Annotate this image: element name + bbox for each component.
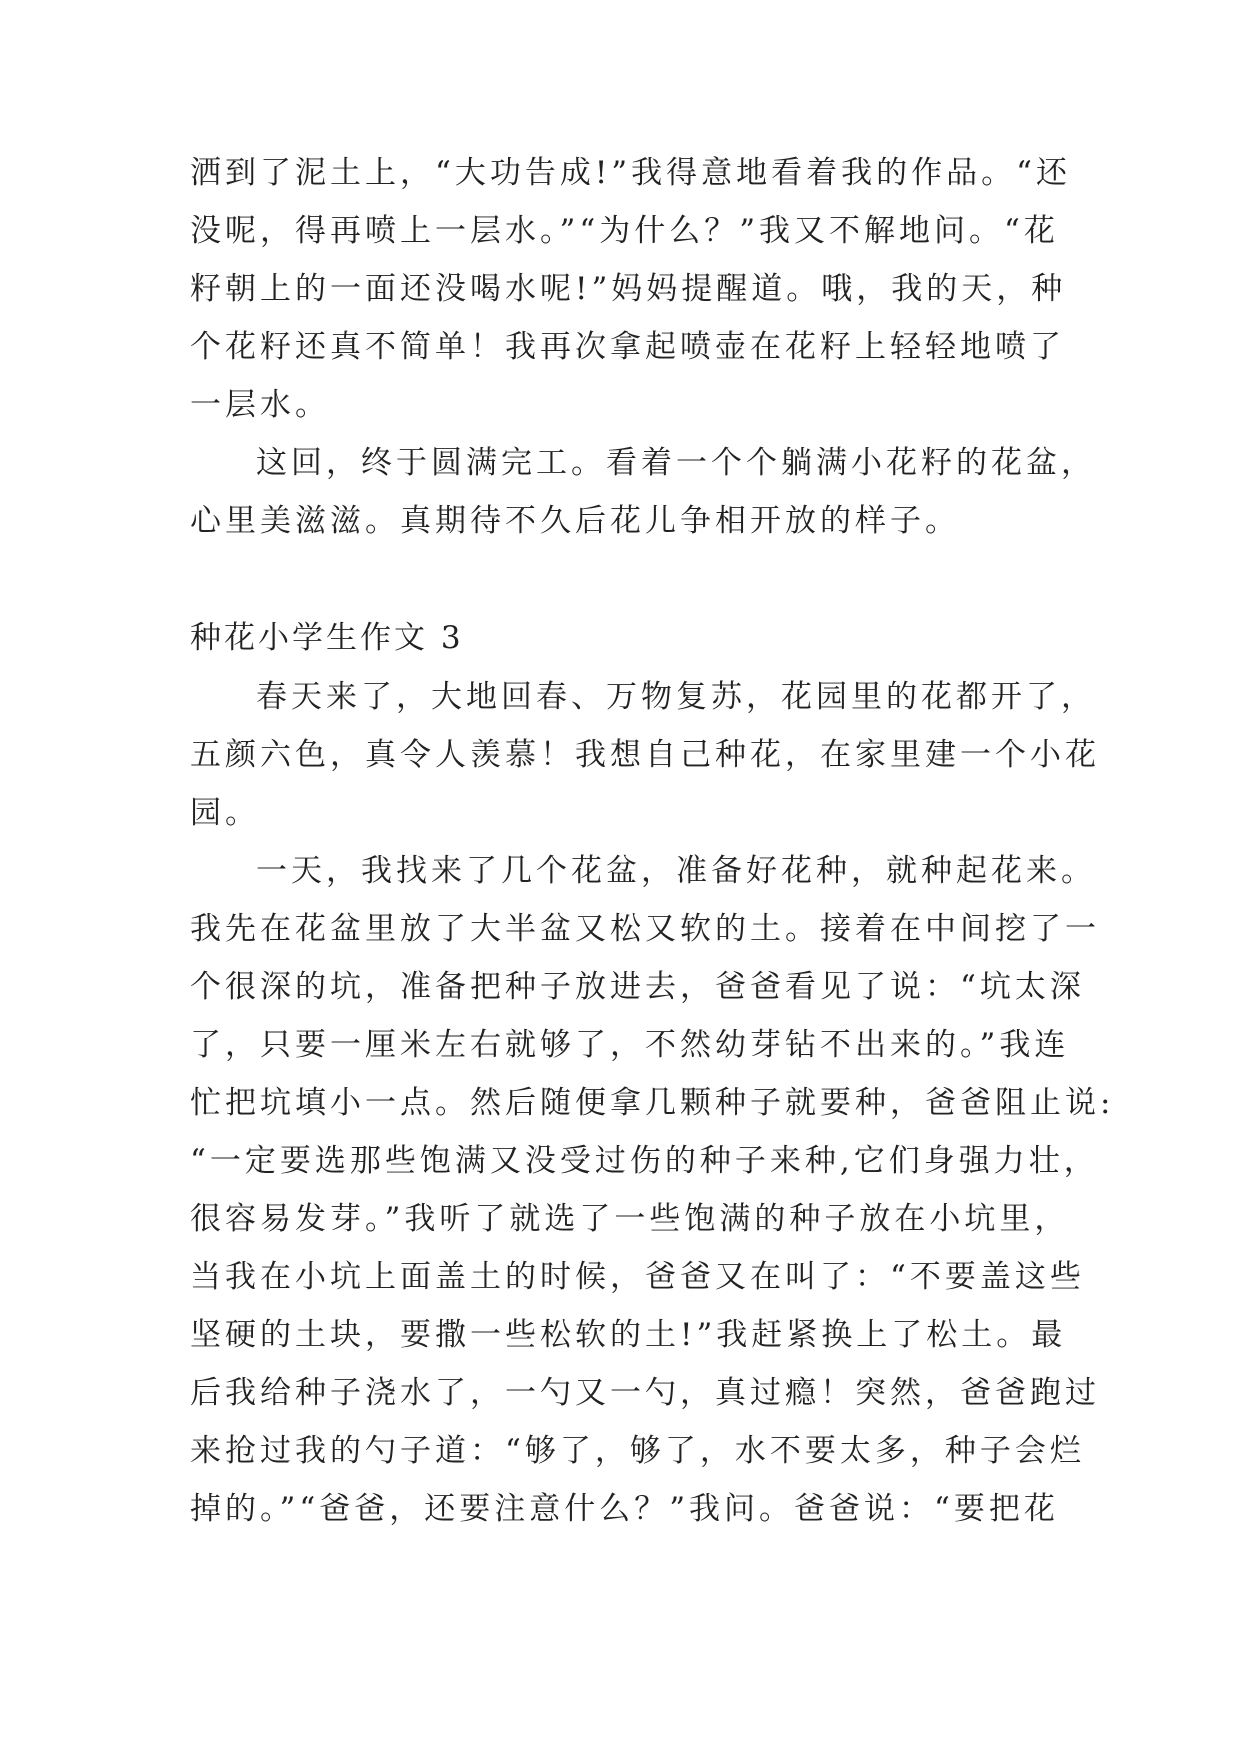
text-line: 没呢，得再喷上一层水。”“为什么？”我又不解地问。“花: [190, 213, 1059, 249]
text-line: 当我在小坑上面盖土的时候，爸爸又在叫了：“不要盖这些: [190, 1259, 1085, 1295]
text-line: 来抢过我的勺子道：“够了，够了，水不要太多，种子会烂: [190, 1433, 1085, 1469]
text-line: 我先在花盆里放了大半盆又松又软的土。接着在中间挖了一: [190, 911, 1100, 947]
text-line: 后我给种子浇水了，一勺又一勺，真过瘾！突然，爸爸跑过: [190, 1375, 1100, 1411]
text-line: 园。: [190, 795, 260, 831]
text-line: 洒到了泥土上，“大功告成!”我得意地看着我的作品。“还: [190, 155, 1071, 191]
text-line: 很容易发芽。”我听了就选了一些饱满的种子放在小坑里，: [190, 1201, 1070, 1237]
section-heading: 种花小学生作文 3: [190, 620, 464, 656]
paragraph-start: 这回，终于圆满完工。看着一个个躺满小花籽的花盆，: [256, 445, 1096, 481]
text-line: 心里美滋滋。真期待不久后花儿争相开放的样子。: [190, 503, 960, 539]
text-line: 个很深的坑，准备把种子放进去，爸爸看见了说：“坑太深: [190, 969, 1085, 1005]
text-line: 五颜六色，真令人羡慕！我想自己种花，在家里建一个小花: [190, 737, 1100, 773]
paragraph-start: 一天，我找来了几个花盆，准备好花种，就种起花来。: [256, 853, 1096, 889]
text-line: 掉的。”“爸爸，还要注意什么？”我问。爸爸说：“要把花: [190, 1491, 1059, 1527]
text-line: 个花籽还真不简单！我再次拿起喷壶在花籽上轻轻地喷了: [190, 329, 1065, 365]
text-line: 了，只要一厘米左右就够了，不然幼芽钻不出来的。”我连: [190, 1027, 1070, 1063]
paragraph-start: 春天来了，大地回春、万物复苏，花园里的花都开了，: [256, 679, 1096, 715]
text-line: 籽朝上的一面还没喝水呢!”妈妈提醒道。哦，我的天，种: [190, 271, 1067, 307]
text-line: 一层水。: [190, 387, 330, 423]
text-line: “一定要选那些饱满又没受过伤的种子来种,它们身强力壮，: [190, 1143, 1099, 1179]
text-line: 坚硬的土块，要撒一些松软的土!”我赶紧换上了松土。最: [190, 1317, 1067, 1353]
text-line: 忙把坑填小一点。然后随便拿几颗种子就要种，爸爸阻止说:: [190, 1085, 1115, 1121]
